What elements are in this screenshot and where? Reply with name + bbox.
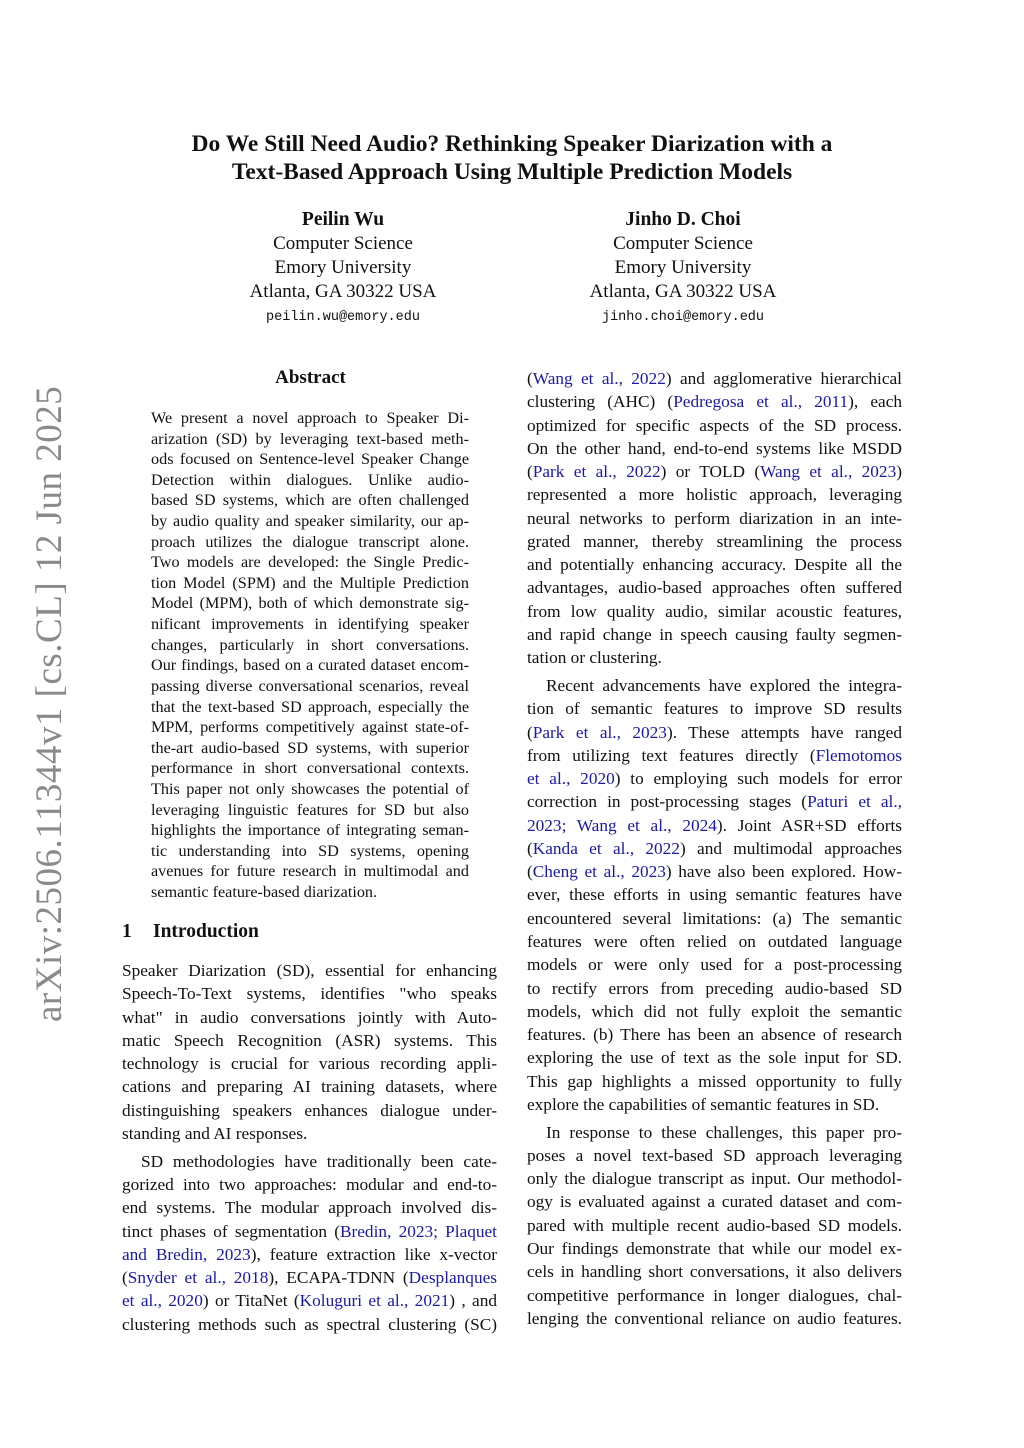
text-segment: distinguishing speakers enhances dialogue under- — [122, 1100, 497, 1120]
text-line — [527, 1000, 902, 1023]
abstract-line: We present a novel approach to Speaker Di- — [151, 409, 469, 427]
arxiv-identifier: arXiv:2506.11344v1 [cs.CL] 12 Jun 2025 — [29, 385, 70, 1022]
text-line — [527, 367, 902, 390]
text-segment: to rectify errors from preceding audio-based SD — [527, 978, 902, 998]
text-line — [527, 483, 902, 506]
abstract-line: Our findings, based on a curated dataset encom- — [151, 656, 469, 675]
text-segment: tation or clustering. — [527, 648, 662, 668]
citation-link[interactable]: et al., 2020 — [122, 1291, 203, 1311]
text-line — [122, 1289, 497, 1312]
text-line — [527, 646, 902, 669]
text-segment: technology is crucial for various recording appli- — [122, 1054, 497, 1074]
text-segment: standing and AI responses. — [122, 1123, 308, 1143]
title-line-1: Do We Still Need Audio? Rethinking Speaker Diarization with a — [191, 131, 833, 157]
text-line — [527, 953, 902, 976]
text-line — [527, 1093, 902, 1116]
text-line — [122, 982, 497, 1005]
text-line — [122, 1029, 497, 1052]
text-segment: tion of semantic features to improve SD results — [527, 699, 902, 719]
author-block-2 — [533, 208, 833, 330]
text-segment: ) have also been explored. How- — [665, 862, 902, 882]
text-segment: ). Joint ASR+SD efforts — [716, 815, 902, 835]
author-location: Atlanta, GA 30322 USA — [249, 281, 437, 302]
text-line — [527, 1237, 902, 1260]
text-segment: models, which did not fully exploit the semantic — [527, 1001, 902, 1021]
text-segment: Speech-To-Text systems, identifies "who speaks — [122, 984, 497, 1004]
abstract-line: the-art audio-based SD systems, with superior — [151, 738, 469, 757]
text-line — [527, 837, 902, 860]
text-segment: cels in handling short conversations, it also delivers — [527, 1262, 902, 1282]
text-segment: Speaker Diarization (SD), essential for enhancing — [122, 961, 497, 980]
author-institution: Emory University — [614, 257, 752, 278]
text-line — [122, 1150, 497, 1173]
text-line — [527, 507, 902, 530]
text-segment: ) to employing such models for error — [614, 769, 902, 789]
author-department: Computer Science — [273, 233, 413, 254]
text-line — [527, 674, 902, 697]
citation-link[interactable]: Flemotomos — [815, 745, 902, 765]
author-email: jinho.choi@emory.edu — [601, 310, 765, 325]
text-line — [527, 1070, 902, 1093]
text-segment: ) and agglomerative hierarchical — [665, 369, 902, 388]
citation-link[interactable]: Snyder et al., 2018 — [127, 1268, 269, 1288]
author-email: peilin.wu@emory.edu — [266, 310, 420, 325]
citation-link[interactable]: Pedregosa et al., 2011 — [673, 392, 849, 412]
text-segment: This gap highlights a missed opportunity to fully — [527, 1071, 902, 1091]
text-line — [527, 1167, 902, 1190]
text-line — [527, 576, 902, 599]
text-segment: gorized into two approaches: modular and end-to- — [122, 1174, 497, 1194]
text-segment: optimized for specific aspects of the SD process. — [527, 415, 902, 435]
text-line — [122, 1243, 497, 1266]
body-column-left — [122, 959, 497, 1336]
text-line — [122, 959, 497, 982]
text-line — [527, 814, 902, 837]
abstract-line: proach utilizes the dialogue transcript alone. — [151, 532, 469, 551]
text-segment: represented a more holistic approach, leveraging — [527, 485, 902, 505]
author-block-1 — [193, 208, 493, 330]
abstract-line: nificant improvements in identifying speaker — [151, 615, 469, 634]
text-segment: grated manner, thereby streamlining the process — [527, 531, 902, 551]
text-line — [527, 1190, 902, 1213]
text-line — [527, 530, 902, 553]
text-line — [122, 1173, 497, 1196]
text-segment: Recent advancements have explored the integra- — [546, 676, 902, 696]
citation-link[interactable]: 2023; Wang et al., 2024 — [527, 815, 717, 835]
text-segment: ) , and — [449, 1291, 497, 1311]
citation-link[interactable]: and Bredin, 2023 — [122, 1244, 251, 1264]
citation-link[interactable]: et al., 2020 — [527, 769, 615, 789]
text-line — [527, 907, 902, 930]
text-segment: SD methodologies have traditionally been cate- — [141, 1151, 497, 1171]
abstract-line: Two models are developed: the Single Predic- — [151, 553, 469, 572]
text-line — [527, 860, 902, 883]
text-segment: clustering methods such as spectral clustering (SC) — [122, 1314, 497, 1334]
text-segment: competitive performance in longer dialogues, chal- — [527, 1285, 902, 1305]
author-department: Computer Science — [613, 233, 753, 254]
text-segment: neural networks to perform diarization in an inte- — [527, 508, 902, 528]
text-segment: models or were only used for a post-processing — [527, 955, 902, 975]
text-segment: ( — [527, 722, 533, 742]
citation-link[interactable]: Wang et al., 2023 — [760, 462, 897, 482]
text-segment: ) or TitaNet ( — [202, 1291, 300, 1311]
text-segment: from utilizing text features directly ( — [527, 745, 816, 765]
abstract-line: based SD systems, which are often challenged — [151, 491, 469, 510]
text-segment: and rapid change in speech causing faulty segmen- — [527, 624, 902, 644]
citation-link[interactable]: Park et al., 2023 — [532, 722, 667, 742]
abstract-heading: Abstract — [275, 367, 346, 388]
text-segment: ( — [527, 462, 533, 482]
abstract-line: passing diverse conversational scenarios, reveal — [151, 676, 469, 695]
author-institution: Emory University — [274, 257, 412, 278]
abstract-body — [151, 408, 469, 903]
text-line — [527, 1260, 902, 1283]
abstract-line: ods focused on Sentence-level Speaker Change — [151, 450, 469, 469]
text-segment: pared with multiple recent audio-based SD models. — [527, 1215, 902, 1235]
citation-link[interactable]: Bredin, 2023; Plaquet — [339, 1221, 497, 1241]
author-name: Jinho D. Choi — [625, 209, 741, 230]
abstract-line: semantic feature-based diarization. — [151, 883, 378, 902]
paper-title — [130, 130, 894, 186]
abstract-line: changes, particularly in short conversations. — [151, 635, 469, 654]
text-segment: cations and preparing AI training datasets, where — [122, 1077, 497, 1097]
text-segment: Our findings demonstrate that while our model ex- — [527, 1239, 902, 1259]
text-line — [527, 1214, 902, 1237]
text-segment: features. (b) There has been an absence of research — [527, 1025, 902, 1045]
text-segment: ), each — [848, 392, 903, 412]
text-segment: exploring the use of text as the sole input for SD. — [527, 1048, 902, 1068]
text-line — [527, 623, 902, 646]
section-title: Introduction — [153, 921, 259, 942]
text-segment: ogy is evaluated against a curated dataset and com- — [527, 1192, 902, 1212]
citation-link[interactable]: Desplanques — [408, 1268, 497, 1288]
text-line — [527, 790, 902, 813]
text-line — [122, 1266, 497, 1289]
author-location: Atlanta, GA 30322 USA — [589, 281, 777, 302]
text-segment: ). These attempts have ranged — [666, 722, 902, 742]
section-heading-introduction — [122, 921, 259, 943]
text-segment: from low quality audio, similar acoustic features, — [527, 601, 902, 621]
text-segment: ever, these efforts in using semantic features have — [527, 885, 902, 905]
text-segment: what" in audio conversations jointly with Auto- — [122, 1007, 497, 1027]
text-segment: ) and multimodal approaches — [679, 838, 902, 858]
abstract-line: leveraging linguistic features for SD but also — [151, 800, 469, 819]
text-line — [527, 930, 902, 953]
text-segment: ) — [896, 462, 902, 482]
text-line — [122, 1196, 497, 1219]
abstract-line: tic understanding into SD systems, opening — [151, 841, 469, 860]
text-line — [527, 1121, 902, 1144]
text-segment: explore the capabilities of semantic features in SD. — [527, 1094, 880, 1114]
text-line — [527, 883, 902, 906]
body-column-right — [527, 367, 902, 1330]
text-line — [527, 1023, 902, 1046]
text-line — [122, 1099, 497, 1122]
text-line — [527, 1046, 902, 1069]
text-line — [527, 1144, 902, 1167]
abstract-line: This paper not only showcases the potential of — [151, 779, 469, 798]
text-line — [527, 553, 902, 576]
abstract-line: by audio quality and speaker similarity, our ap- — [151, 512, 469, 531]
text-line — [527, 744, 902, 767]
text-line — [527, 414, 902, 437]
text-segment: ( — [527, 838, 533, 858]
text-segment: clustering (AHC) ( — [527, 392, 674, 412]
abstract-line: arization (SD) by leveraging text-based meth- — [151, 429, 469, 448]
abstract-line: Detection within dialogues. Unlike audio- — [151, 470, 469, 489]
abstract-line: Model (MPM), both of which demonstrate sig- — [151, 594, 469, 613]
text-line — [527, 721, 902, 744]
text-line — [122, 1006, 497, 1029]
text-segment: tinct phases of segmentation ( — [122, 1221, 340, 1241]
text-segment: correction in post-processing stages ( — [527, 792, 808, 812]
text-segment: ( — [122, 1268, 128, 1288]
citation-link[interactable]: Wang et al., 2022 — [532, 369, 666, 388]
text-line — [527, 1307, 902, 1330]
text-segment: features were often relied on outdated language — [527, 931, 902, 951]
text-line — [527, 1284, 902, 1307]
citation-link[interactable]: Cheng et al., 2023 — [532, 862, 666, 882]
text-line — [527, 767, 902, 790]
text-line — [527, 437, 902, 460]
text-segment: lenging the conventional reliance on audio features. — [527, 1308, 902, 1328]
citation-link[interactable]: Koluguri et al., 2021 — [299, 1291, 450, 1311]
abstract-line: tion Model (SPM) and the Multiple Prediction — [151, 573, 469, 592]
abstract-line: performance in short conversational contexts. — [151, 759, 469, 778]
text-segment: matic Speech Recognition (ASR) systems. This — [122, 1030, 497, 1050]
citation-link[interactable]: Park et al., 2022 — [532, 462, 661, 482]
text-segment: and potentially enhancing accuracy. Despite all the — [527, 555, 902, 575]
citation-link[interactable]: Paturi et al., — [807, 792, 902, 812]
abstract-line: avenues for future research in multimodal and — [151, 862, 469, 881]
text-segment: ) or TOLD ( — [660, 462, 761, 482]
text-line — [122, 1313, 497, 1336]
section-number: 1 — [122, 921, 132, 942]
text-line — [527, 600, 902, 623]
abstract-line: that the text-based SD approach, especially the — [151, 697, 469, 716]
text-segment: ( — [527, 369, 533, 388]
text-segment: In response to these challenges, this paper pro- — [546, 1122, 902, 1142]
text-line — [527, 460, 902, 483]
text-line — [122, 1220, 497, 1243]
text-segment: poses a novel text-based SD approach leveraging — [527, 1145, 902, 1165]
text-segment: ), ECAPA-TDNN ( — [268, 1268, 409, 1288]
text-segment: On the other hand, end-to-end systems like MSDD — [527, 438, 902, 458]
text-segment: advantages, audio-based approaches often suffered — [527, 578, 902, 598]
text-line — [122, 1075, 497, 1098]
title-line-2: Text-Based Approach Using Multiple Prediction Models — [231, 159, 793, 185]
text-line — [527, 977, 902, 1000]
text-segment: end systems. The modular approach involved dis- — [122, 1198, 497, 1218]
text-segment: ), feature extraction like x-vector — [250, 1244, 497, 1264]
text-segment: only the dialogue transcript as input. Our methodol- — [527, 1169, 902, 1189]
text-line — [527, 697, 902, 720]
abstract-line: highlights the importance of integrating seman- — [151, 821, 469, 840]
text-segment: encountered several limitations: (a) The semantic — [527, 908, 902, 928]
citation-link[interactable]: Kanda et al., 2022 — [532, 838, 680, 858]
text-line — [122, 1052, 497, 1075]
text-segment: ( — [527, 862, 533, 882]
text-line — [527, 390, 902, 413]
text-line — [122, 1122, 497, 1145]
author-name: Peilin Wu — [301, 209, 385, 230]
abstract-line: MPM, performs competitively against state-of- — [151, 718, 469, 737]
